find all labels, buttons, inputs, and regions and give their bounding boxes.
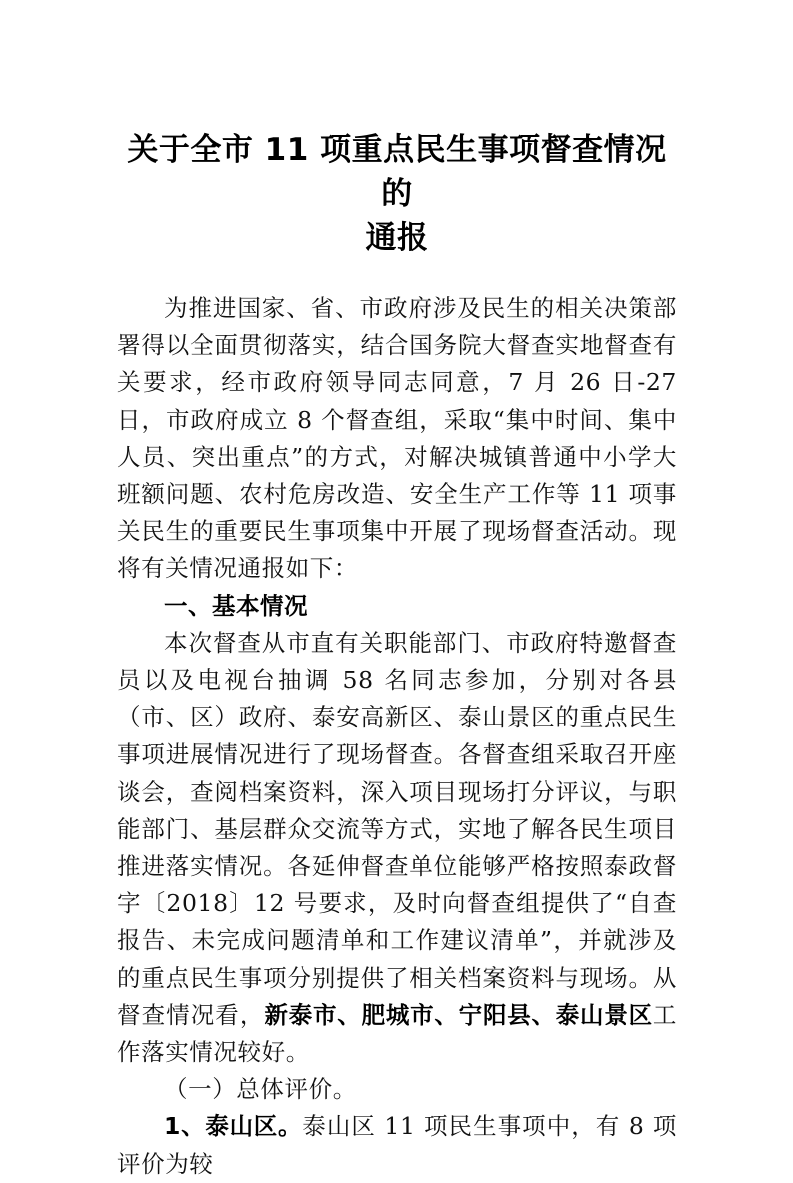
page-title-line-2: 通报 — [365, 220, 429, 256]
paragraph-overview-emphasis: 新泰市、肥城市、宁阳县、泰山景区 — [264, 1000, 653, 1029]
paragraph-intro: 为推进国家、省、市政府涉及民生的相关决策部署得以全面贯彻落实，结合国务院大督查实地督查有关要求，经市政府领导同志同意，7 月 26 日-27 日，市政府成立 8 个督查组，采取“集中时间、集中人员、突出重点”的方式，对解决城镇普通中小学大班额问题、农村危房改造、安全生产工作等 11 项事关民生的重要民生事项集中开展了现场督查活动。现将有关情况通报如下： — [117, 294, 677, 583]
section-heading-basic-situation: 一、基本情况 — [164, 591, 308, 620]
document-body — [117, 260, 677, 1183]
paragraph-overview-text-part-1: 本次督查从市直有关职能部门、市政府特邀督查员以及电视台抽调 58 名同志参加，分别对各县（市、区）政府、泰安高新区、泰山景区的重点民生事项进展情况进行了现场督查。各督查组采取召开座谈会，查阅档案资料，深入项目现场打分评议，与职能部门、基层群众交流等方式，实地了解各民生项目推进落实情况。各延伸督查单位能够严格按照泰政督字〔2018〕12 号要求，及时向督查组提供了“自查报告、未完成问题清单和工作建议清单”，并就涉及的重点民生事项分别提供了相关档案资料与现场。从督查情况看， — [117, 628, 677, 1029]
page-title — [117, 0, 677, 260]
list-item-text: 泰山区 11 项民生事项中，有 8 项评价为较 — [117, 1112, 677, 1178]
list-item-label: 1、泰山区。 — [164, 1112, 303, 1141]
paragraph-overview — [117, 625, 677, 1071]
document-content — [117, 0, 677, 1183]
paragraph-overview-text-part-2: 工作落实情况较好。 — [117, 1000, 677, 1067]
list-item-taishan-district — [117, 1108, 677, 1182]
page-title-line-1: 关于全市 11 项重点民生事项督查情况的 — [127, 132, 667, 212]
sub-heading-overall-evaluation: （一）总体评价。 — [164, 1075, 357, 1104]
